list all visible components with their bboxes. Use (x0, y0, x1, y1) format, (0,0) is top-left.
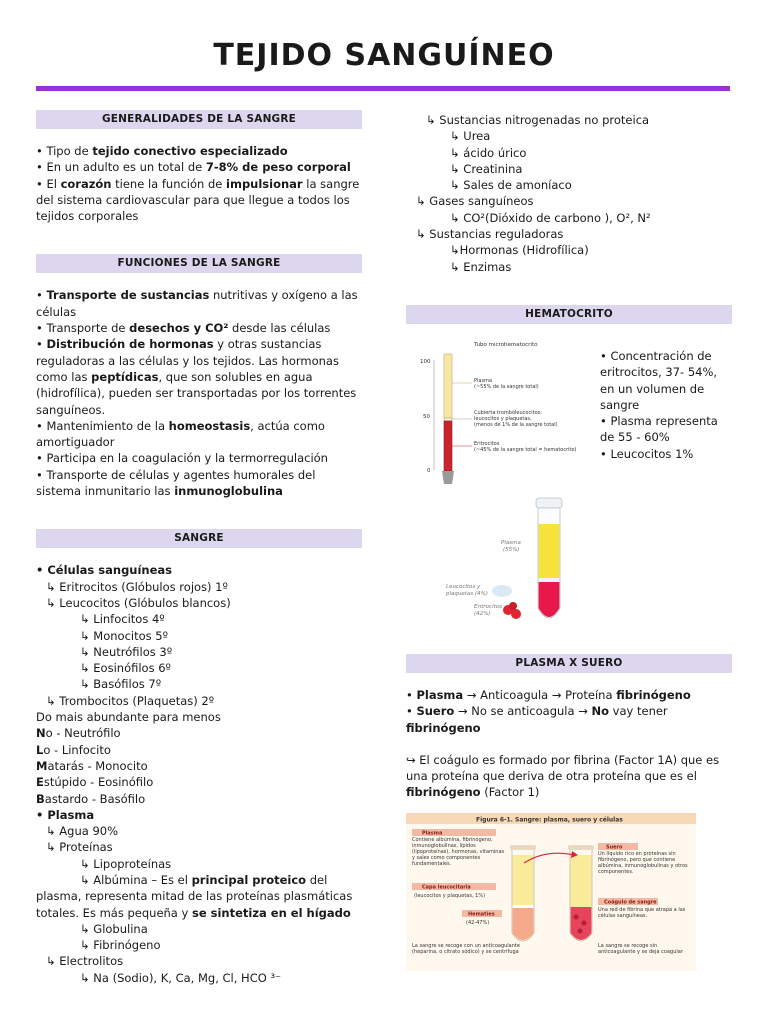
proteinas-fibrinogeno: ↳ Fibrinógeno (80, 938, 161, 953)
func-line-4: • Mantenimiento de la homeostasis, actúa como amortiguador (36, 418, 325, 450)
mnemonic-b: Bastardo - Basófilo (36, 791, 146, 806)
plasma-agua: ↳ Agua 90% (46, 824, 119, 839)
fig2-leucocitos: Leucocitos y (446, 583, 481, 590)
sangre-basofilos: ↳ Basófilos 7º (80, 677, 162, 692)
mnemonic-l: Lo - Linfocito (36, 742, 111, 757)
sangre-plasma: • Plasma (36, 807, 95, 822)
fig1-capa: Cubierta trombóleucocitos: (474, 409, 542, 416)
sangre-monocitos: ↳ Monocitos 5º (80, 628, 169, 643)
sangre-neutrofilos: ↳ Neutrófilos 3º (80, 644, 173, 659)
func-line-2: • Transporte de desechos y CO² desde las células (36, 321, 331, 336)
ps-line-2: • Suero → No se anticoagula → No vay tener fibrinógeno (406, 704, 668, 735)
fig1-tick-0: 0 (427, 467, 431, 474)
fig1-eritrocitos-pct: (~45% de la sangre total = hematocrito) (474, 446, 577, 453)
fig1-tick-50: 50 (423, 413, 430, 420)
plasma-suero-figure (406, 813, 696, 971)
plasma-proteinas: ↳ Proteínas (46, 840, 113, 855)
section-header-plasma-suero: PLASMA X SUERO (406, 654, 732, 673)
fig2-eritrocitos: Eritrocitos (474, 603, 502, 610)
fig3-plasma-label: Plasma (422, 830, 443, 837)
hematocrit-tube-figure (406, 338, 596, 488)
fig3-suero-label: Suero (606, 844, 623, 851)
sangre-eritrocitos: ↳ Eritrocitos (Glóbulos rojos) 1º (46, 579, 228, 594)
right-gases: ↳ Gases sanguíneos (416, 194, 534, 209)
sangre-orden: Do mais abundante para menos (36, 710, 221, 725)
fig1-plasma: Plasma (474, 377, 493, 384)
mnemonic-e: Estúpido - Eosinófilo (36, 775, 154, 790)
plasma-electrolitos: ↳ Electrolitos (46, 954, 124, 969)
right-reguladoras: ↳ Sustancias reguladoras (416, 227, 564, 242)
fig3-recoge-2: La sangre se recoge sin anticoagulante y se deja coagular (598, 942, 683, 955)
centrifuged-tube-figure (446, 496, 626, 636)
section-header-generalidades: GENERALIDADES DE LA SANGRE (36, 110, 362, 129)
fig1-tick-100: 100 (420, 358, 431, 365)
func-line-6: • Transporte de células y agentes humorales del sistema inmunitario las inmunoglobulina (36, 467, 316, 499)
right-nitro: ↳ Sustancias nitrogenadas no proteica (426, 113, 650, 127)
func-line-3: • Distribución de hormonas y otras sustancias reguladoras a las células y los tejidos. Las hormonas como las peptídicas, que son solubles en agua (hidrofílica), pueden ser transportadas por los torrentes sanguíneos. (36, 337, 357, 417)
right-column (406, 112, 732, 971)
sangre-trombocitos: ↳ Trombocitos (Plaquetas) 2º (46, 693, 215, 708)
section-header-funciones: FUNCIONES DE LA SANGRE (36, 254, 362, 273)
func-line-5: • Participa en la coagulación y la termorregulación (36, 451, 328, 466)
fig1-capa-3: (menos de 1% de la sangre total) (474, 421, 558, 428)
fig3-hematies-text: (42-47%) (466, 919, 490, 926)
gen-line-1: • Tipo de tejido conectivo especializado (36, 144, 288, 158)
func-line-1: • Transporte de sustancias nutritivas y oxígeno a las células (36, 288, 358, 319)
right-co2: ↳ CO²(Dióxido de carbono ), O², N² (450, 210, 651, 225)
hema-line-3: • Leucocitos 1% (600, 446, 694, 461)
fig1-plasma-pct: (~55% de la sangre total) (474, 383, 539, 390)
proteinas-albumina: ↳ Albúmina – Es el principal proteico del plasma, representa mitad de las proteínas plasmáticas totales. Es más pequeña y se sintetiza en el hígado (36, 872, 353, 920)
right-sales: ↳ Sales de amoníaco (450, 178, 572, 193)
fig2-plasma-pct: (55%) (503, 546, 520, 553)
electrolitos-list: ↳ Na (Sodio), K, Ca, Mg, Cl, HCO ³⁻ (80, 970, 282, 985)
fig3-hematies-label: Hematíes (468, 911, 495, 918)
proteinas-lipo: ↳ Lipoproteínas (80, 856, 172, 871)
ps-line-3: ↪ El coágulo es formado por fibrina (Factor 1A) que es una proteína que deriva de otra proteína que es el fibrinógeno (Factor 1) (406, 752, 720, 800)
fig3-capa-text: (leucocitos y plaquetas, 1%) (414, 892, 486, 899)
title-divider (36, 86, 730, 91)
right-enzimas: ↳ Enzimas (450, 259, 512, 274)
right-urico: ↳ ácido úrico (450, 145, 527, 160)
fig1-capa-2: leucocitos y plaquetas, (474, 415, 532, 422)
fig1-eritrocitos: Eritrocitos (474, 440, 500, 447)
sangre-eosinofilos: ↳ Eosinófilos 6º (80, 661, 171, 676)
gen-line-3: • El corazón tiene la función de impulsionar la sangre del sistema cardiovascular para que llegue a todos los tejidos corporales (36, 176, 360, 224)
page-title: TEJIDO SANGUÍNEO (213, 38, 555, 73)
right-creatinina: ↳ Creatinina (450, 161, 523, 176)
fig1-title: Tubo microhematocrito (474, 341, 538, 348)
hema-line-1: • Concentración de eritrocitos, 37- 54%, en un volumen de sangre (600, 348, 718, 412)
section-header-hematocrito: HEMATOCRITO (406, 305, 732, 324)
hematocrito-block (406, 324, 732, 640)
fig2-eritrocitos-pct: (42%) (474, 610, 491, 617)
section-header-sangre: SANGRE (36, 529, 362, 548)
fig3-recoge-1: La sangre se recoge con un anticoagulante (heparina, o citrato sódico) y se centrifuga (412, 942, 520, 955)
mnemonic-m: Matarás - Monocito (36, 758, 148, 773)
fig3-suero-text: Un líquido rico en proteínas sin fibrinógeno, pero que contiene albúmina, inmunoglobulinas y otros componentes. (598, 850, 688, 875)
fig3-title: Figura 6-1. Sangre: plasma, suero y células (476, 816, 623, 824)
fig3-plasma-text: Contiene albúmina, fibrinógeno, inmunoglobulinas, lípidos (lipoproteínas), hormonas, vitaminas y sales como componentes fundamentales. (412, 836, 505, 867)
hema-line-2: • Plasma representa de 55 - 60% (600, 414, 718, 445)
mnemonic-n: No - Neutrófilo (36, 726, 121, 741)
hematocrito-text (600, 348, 732, 462)
right-urea: ↳ Urea (450, 129, 491, 144)
proteinas-globulina: ↳ Globulina (80, 921, 148, 936)
fig2-plasma: Plasma (501, 539, 521, 546)
fig3-coagulo-label: Coágulo de sangre (604, 899, 657, 906)
fig3-coagulo-text: Una red de fibrina que atrapa a las células sanguíneas. (598, 906, 686, 919)
fig3-capa-label: Capa leucocitaria (422, 884, 471, 891)
gen-line-2: • En un adulto es un total de 7-8% de peso corporal (36, 160, 351, 175)
sangre-celulas: • Células sanguíneas (36, 563, 173, 578)
ps-line-1: • Plasma → Anticoagula → Proteína fibrinógeno (406, 687, 691, 702)
left-column (36, 110, 362, 986)
fig2-leucocitos-pct: plaquetas (4%) (446, 590, 488, 597)
right-hormonas: ↳Hormonas (Hidrofílica) (450, 243, 589, 258)
sangre-leucocitos: ↳ Leucocitos (Glóbulos blancos) (46, 595, 231, 610)
sangre-linfocitos: ↳ Linfocitos 4º (80, 612, 165, 627)
